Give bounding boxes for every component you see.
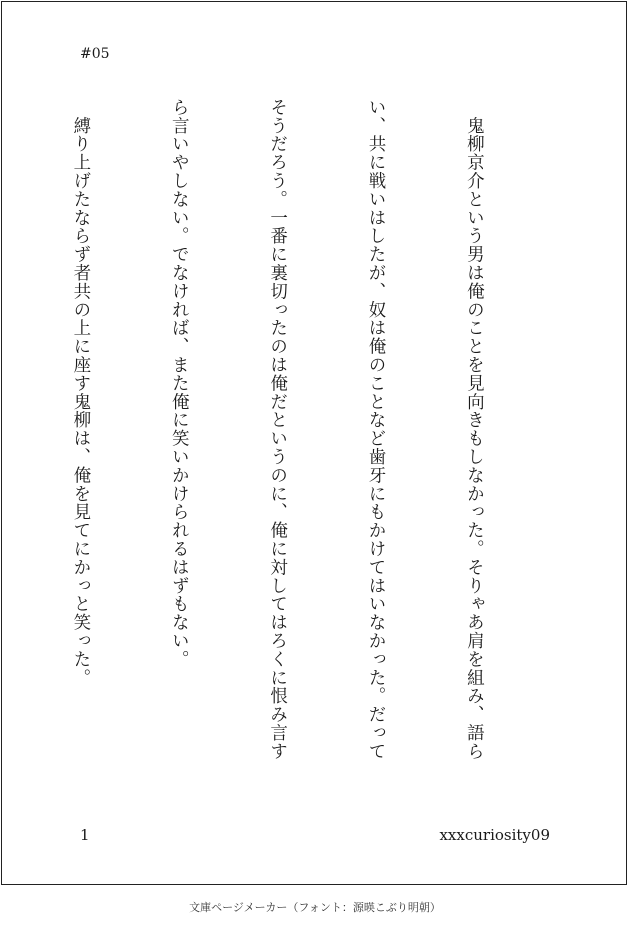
page-number: 1 [80,826,90,844]
generator-caption: 文庫ページメーカー（フォント：源暎こぶり明朝） [189,901,441,914]
text-line: 縛り上げたならず者共の上に座す鬼柳は、俺を見てにかっと笑った。 [70,98,91,687]
text-line: ら言いやしない。でなければ、また俺に笑いかけられるはずもない。 [169,98,190,669]
text-line: 鬼柳京介という男は俺のことを見向きもしなかった。そりゃあ肩を組み、語ら [464,98,485,761]
novel-body-text [70,98,556,798]
author-name: xxxcuriosity09 [439,826,550,844]
text-line: そうだろう。一番に裏切ったのは俺だというのに、俺に対してはろくに恨み言す [267,98,288,761]
episode-number: #05 [80,46,110,62]
text-line: い、共に戦いはしたが、奴は俺のことなど歯牙にもかけてはいなかった。だって [366,98,387,761]
